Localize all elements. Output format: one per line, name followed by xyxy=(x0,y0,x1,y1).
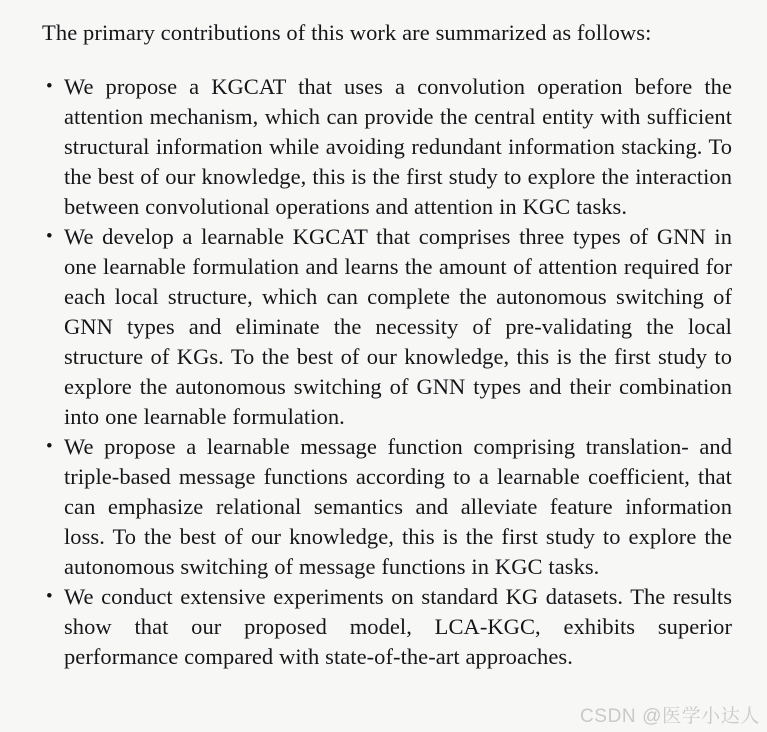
list-item xyxy=(42,222,732,432)
contributions-list xyxy=(42,72,732,672)
list-item xyxy=(42,432,732,582)
bullet-dot-icon: • xyxy=(46,436,53,457)
list-item-text: We propose a KGCAT that uses a convolution operation before the attention mechanism, which can provide the central entity with sufficient structural information while avoiding redundant information stacking. To the best of our knowledge, this is the first study to explore the interaction between convolutional operations and attention in KGC tasks. xyxy=(64,74,732,219)
list-item-text: We propose a learnable message function comprising translation- and triple-based message functions according to a learnable coefficient, that can emphasize relational semantics and alleviate feature information loss. To the best of our knowledge, this is the first study to explore the autonomous switching of message functions in KGC tasks. xyxy=(64,434,732,579)
csdn-watermark: CSDN @医学小达人 xyxy=(579,706,760,727)
list-item-text: We conduct extensive experiments on standard KG datasets. The results show that our proposed model, LCA-KGC, exhibits superior performance compared with state-of-the-art approaches. xyxy=(64,584,732,669)
bullet-dot-icon: • xyxy=(46,586,53,607)
list-item-text: We develop a learnable KGCAT that comprises three types of GNN in one learnable formulation and learns the amount of attention required for each local structure, which can complete the autonomous switching of GNN types and eliminate the necessity of pre-validating the local structure of KGs. To the best of our knowledge, this is the first study to explore the autonomous switching of GNN types and their combination into one learnable formulation. xyxy=(64,224,732,429)
list-item xyxy=(42,72,732,222)
list-item xyxy=(42,582,732,672)
bullet-dot-icon: • xyxy=(46,76,53,97)
lead-paragraph: The primary contributions of this work are summarized as follows: xyxy=(42,20,652,45)
document-body-column xyxy=(42,18,732,672)
bullet-dot-icon: • xyxy=(46,226,53,247)
